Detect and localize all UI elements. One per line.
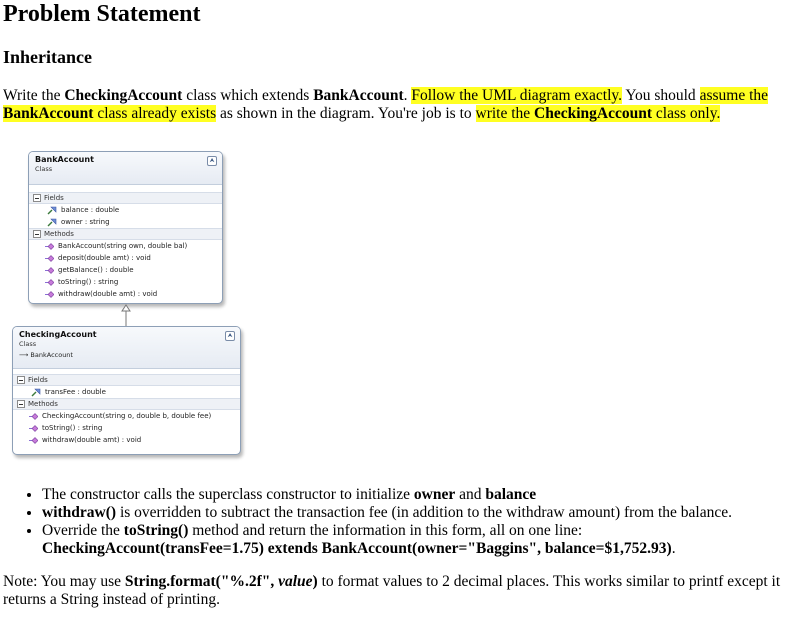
method-row: deposit(double amt) : void bbox=[29, 252, 222, 264]
collapse-icon[interactable]: ⮝ bbox=[207, 156, 217, 166]
minus-box-icon[interactable] bbox=[33, 230, 41, 238]
method-icon bbox=[29, 413, 38, 420]
format-code: String.format("%.2f", value) bbox=[124, 573, 318, 590]
uml-bankaccount-header bbox=[29, 152, 222, 185]
uml-class-name: CheckingAccount bbox=[19, 330, 97, 339]
field-icon bbox=[47, 218, 57, 227]
note-paragraph: Note: You may use String.format("%.2f", value) to format values to 2 decimal places. This works similar to printf except it returns a String instead of printing. bbox=[3, 573, 781, 608]
field-row: transFee : double bbox=[13, 386, 240, 398]
uml-class-kind: Class bbox=[19, 340, 37, 348]
list-item: • The constructor calls the superclass constructor to initialize owner and balance bbox=[42, 486, 797, 504]
method-icon bbox=[45, 267, 54, 274]
list-item: • withdraw() is overridden to subtract the transaction fee (in addition to the withdraw amount) from the balance. bbox=[42, 504, 797, 522]
intro-paragraph: Write the CheckingAccount class which extends BankAccount. Follow the UML diagram exactly. You should assume the BankAccount class already exists as shown in the diagram. You're job is to write the CheckingAccount class only. bbox=[3, 87, 769, 122]
list-item: • Override the toString() method and return the information in this form, all on one line: CheckingAccount(transFee=1.75) extends BankAccount(owner="Baggins", balance=$1,752.93). bbox=[42, 522, 797, 558]
method-row: toString() : string bbox=[13, 422, 240, 434]
method-row: CheckingAccount(string o, double b, double fee) bbox=[13, 410, 240, 422]
inheritance-arrow-icon bbox=[120, 304, 132, 328]
method-row: toString() : string bbox=[29, 276, 222, 288]
uml-checkingaccount-class bbox=[12, 326, 241, 455]
method-icon bbox=[45, 291, 54, 298]
method-icon bbox=[45, 243, 54, 250]
section-heading: Inheritance bbox=[3, 47, 92, 67]
fields-section-header[interactable]: Fields bbox=[13, 374, 240, 386]
method-icon bbox=[29, 425, 38, 432]
method-row: BankAccount(string own, double bal) bbox=[29, 240, 222, 252]
minus-box-icon[interactable] bbox=[17, 400, 25, 408]
field-icon bbox=[47, 206, 57, 215]
uml-class-name: BankAccount bbox=[35, 155, 94, 164]
methods-section-header[interactable]: Methods bbox=[29, 228, 222, 240]
method-icon bbox=[29, 437, 38, 444]
arrow-icon: ⟶ bbox=[19, 351, 29, 359]
field-icon bbox=[31, 388, 41, 397]
collapse-icon[interactable]: ⮝ bbox=[225, 331, 235, 341]
highlight-assume-exists: assume the BankAccount class already exists bbox=[3, 87, 769, 122]
methods-section-header[interactable]: Methods bbox=[13, 398, 240, 410]
uml-checkingaccount-header bbox=[13, 327, 240, 369]
highlight-write-class: write the CheckingAccount class only. bbox=[475, 105, 721, 122]
method-row: withdraw(double amt) : void bbox=[29, 288, 222, 300]
method-row: getBalance() : double bbox=[29, 264, 222, 276]
field-row: balance : double bbox=[29, 204, 222, 216]
method-icon bbox=[45, 255, 54, 262]
tostring-example: CheckingAccount(transFee=1.75) extends BankAccount(owner="Baggins", balance=$1,752.93) bbox=[42, 540, 672, 557]
requirements-list bbox=[0, 486, 797, 558]
uml-base-class: ⟶ BankAccount bbox=[19, 351, 73, 359]
field-row: owner : string bbox=[29, 216, 222, 228]
minus-box-icon[interactable] bbox=[33, 194, 41, 202]
highlight-follow-uml: Follow the UML diagram exactly. bbox=[411, 87, 623, 104]
minus-box-icon[interactable] bbox=[17, 376, 25, 384]
uml-bankaccount-class bbox=[28, 151, 223, 304]
page-title: Problem Statement bbox=[3, 1, 201, 27]
method-row: withdraw(double amt) : void bbox=[13, 434, 240, 446]
uml-class-kind: Class bbox=[35, 165, 53, 173]
fields-section-header[interactable]: Fields bbox=[29, 192, 222, 204]
method-icon bbox=[45, 279, 54, 286]
